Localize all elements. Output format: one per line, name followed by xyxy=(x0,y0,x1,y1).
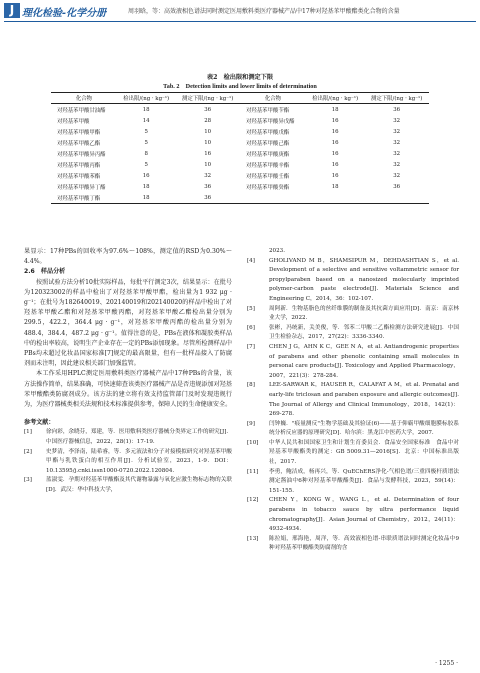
reference-item xyxy=(247,305,459,324)
table-row xyxy=(51,137,429,148)
table-row xyxy=(51,104,429,116)
reference-number: [2] xyxy=(24,448,32,455)
conclusion-paragraph: 本工作采用HPLC测定医用敷料类医疗器械产品中17种PBs的含量，该方法操作简单，结果准确，可快速筛查该类医疗器械产品是否违规添加对羟基苯甲酸酯类防腐剂成分。该方法的建立将有效支持监管部门及时发现违规行为，为医疗器械类相关法规和技术标准提供参考，保障人民的生命健康安全。 xyxy=(24,370,232,409)
reference-item xyxy=(24,448,232,477)
table-cell: 18 xyxy=(142,183,150,190)
reference-text: 陈拉娟，邢海艳，周洋，等．高效液相色谱-串联质谱法同时测定化妆品中9种对羟基苯甲酸酯类防腐剂的含 xyxy=(269,535,459,552)
table-cell: 32 xyxy=(393,128,401,135)
table-cell: 10 xyxy=(204,128,212,135)
table-cell xyxy=(364,192,429,204)
reference-number: [1] xyxy=(24,429,32,436)
table-cell: 32 xyxy=(393,161,401,168)
header-rule xyxy=(4,21,476,22)
table-cell: 16 xyxy=(204,150,212,157)
table-cell xyxy=(306,192,364,204)
table-cell: 18 xyxy=(117,192,175,204)
reference-continuation: 2023. xyxy=(269,248,286,254)
detection-limits-table xyxy=(51,92,429,204)
table-cell: 对羟基苯甲酸甲酯 xyxy=(57,129,101,136)
table-cell: 5 xyxy=(144,128,148,135)
table-header-cell: 测定下限/(ng · kg⁻¹) xyxy=(175,93,240,104)
table-cell: 16 xyxy=(331,128,339,135)
table-header-cell: 测定下限/(ng · kg⁻¹) xyxy=(364,93,429,104)
table-cell: 32 xyxy=(393,117,401,124)
page-header xyxy=(0,0,480,22)
left-text-column xyxy=(24,247,232,496)
reference-item xyxy=(24,428,232,447)
table-cell: 5 xyxy=(144,161,148,168)
table-cell: 32 xyxy=(393,150,401,157)
table-cell: 对羟基苯甲酸壬酯 xyxy=(245,173,290,180)
reference-text: 周阿新．生物基脂色的丝纤维膜的制备及其抗菌方面应用[D]．南京：南京林业大学，2022. xyxy=(269,305,459,322)
table-cell: 18 xyxy=(142,106,150,113)
reference-list-left xyxy=(24,428,232,495)
section-heading: 2.6 样品分析 xyxy=(24,268,66,276)
reference-item xyxy=(247,324,459,343)
table-row xyxy=(51,115,429,126)
reference-number: [5] xyxy=(247,305,255,312)
table-cell: 36 xyxy=(175,192,240,204)
right-text-column xyxy=(247,247,459,554)
table-header-cell: 化合物 xyxy=(51,93,117,104)
reference-text: 徐向彩，余晓芬，郑建，等．医用敷料类医疗器械分类界定工作的研究[J]．中国医疗器械信息，2022，28(1)：17-19. xyxy=(46,429,232,446)
table-row xyxy=(51,181,429,192)
table-cell: 36 xyxy=(204,183,212,190)
table-cell: 16 xyxy=(331,150,339,157)
reference-number: [4] xyxy=(247,257,255,264)
table-cell: 5 xyxy=(144,139,148,146)
table-cell: 对羟基苯甲酸异戊酯 xyxy=(245,118,295,125)
reference-number: [12] xyxy=(247,497,259,504)
reference-item xyxy=(247,257,459,305)
table-row xyxy=(51,126,429,137)
table-cell: 对羟基苯甲酸异丙酯 xyxy=(57,151,106,158)
results-paragraph: 果显示：17种PBs的回收率为97.6%～108%，测定值的RSD为0.30%～4.4%。 xyxy=(24,248,232,266)
table-caption-en: Tab. 2 Detection limits and lower limits of determination xyxy=(163,83,317,90)
page-number: · 1255 · xyxy=(435,660,458,667)
table-cell: 18 xyxy=(331,106,339,113)
reference-item xyxy=(247,420,459,439)
table-row xyxy=(51,148,429,159)
reference-text: 张彬，冯统新，关美俊，等．邻苯二甲酸二乙酯检测方法研究进展[J]．中国卫生检验杂志，2017，27(22)：3336-3340. xyxy=(269,324,459,341)
table-row xyxy=(51,192,429,204)
reference-number: [10] xyxy=(247,439,259,446)
sample-analysis-paragraph: 按照试验方法分析10批实际样品，每批平行测定3次，结果显示：在批号为120323002的样品中检出了对羟基苯甲酸甲酯，检出量为1 932 μg · g⁻¹；在批号为182640019、202140019和202140020的样品中检出了对羟基苯甲酸乙酯和对羟基苯甲酸丙酯，对羟基苯甲酸乙酯检出量分别为299.5，422.2，364.4 μg · g⁻¹，对羟基苯甲酸丙酯的检出量分别为488.4，384.4，487.2 μg · g⁻¹。值得注意的是，PBs在液体和凝胶类样品中的检出率较高，说明生产企业存在一定的PBs添加现象。尽管所检测样品中PBs均未超过化妆品国家标准[7]规定的最高限量，但有一批样品接入了防腐剂而未注明，因此建议相关部门加强监管。 xyxy=(24,278,232,368)
table-cell: 16 xyxy=(331,161,339,168)
table-cell: 14 xyxy=(142,117,150,124)
reference-item xyxy=(247,535,459,554)
reference-item xyxy=(24,476,232,495)
table-cell: 对羟基苯甲酸庚酯 xyxy=(245,151,290,158)
reference-item xyxy=(247,468,459,497)
table-cell: 36 xyxy=(393,106,401,113)
table-row xyxy=(51,159,429,170)
table-cell: 对羟基苯甲酸异丁酯 xyxy=(57,184,106,191)
table-cell: 对羟基苯甲酸癸酯 xyxy=(245,184,290,191)
table-cell: 10 xyxy=(204,139,212,146)
reference-number: [9] xyxy=(247,420,255,427)
table-cell: 对羟基苯甲酸戊酯 xyxy=(245,129,290,136)
reference-text: CHEN J G，AHN K C，GEE N A，et al. Antiandrogenic properties of parabens and other phenolic containing small molecules in personal care products[J]. Toxicology and Applied Pharmacology，2007，221(3)：278-284. xyxy=(269,343,459,379)
references-heading: 参考文献： xyxy=(24,419,55,427)
table-cell: 18 xyxy=(331,183,339,190)
table-cell: 对羟基苯甲酸丙酯 xyxy=(57,162,101,169)
table-header-row xyxy=(51,93,429,104)
table-cell: 16 xyxy=(142,172,150,179)
table-cell: 对羟基苯甲酸乙酯 xyxy=(57,140,101,147)
reference-list-right xyxy=(247,257,459,554)
table-cell: 8 xyxy=(144,150,148,157)
table-cell: 对羟基苯甲酸甘油酯 xyxy=(57,107,106,114)
table-cell: 32 xyxy=(204,172,212,179)
reference-number: [3] xyxy=(24,477,32,484)
reference-number: [6] xyxy=(247,324,255,331)
table-header-cell: 化合物 xyxy=(240,93,306,104)
table-header-cell: 检出限/(ng · kg⁻¹) xyxy=(306,93,364,104)
table-cell: 对羟基苯甲酸丁酯 xyxy=(51,192,117,204)
reference-text: 蓝淑雯．孕期对羟基苯甲酸酯及其代谢物暴露与氧化应激生物标志物的关联[D]．武汉：华中科技大学， xyxy=(46,477,232,494)
reference-number: [8] xyxy=(247,382,255,389)
table-cell: 16 xyxy=(331,117,339,124)
journal-name: 理化检验-化学分册 xyxy=(22,8,107,19)
table-cell: 对羟基苯甲酸辛酯 xyxy=(245,162,290,169)
reference-text: GHOLIVAND M B，SHAMSIPUR M，DEHDASHTIAN S，et al. Development of a selective and sensitive voltammetric sensor for propylparaben based on a nanosized molecularly imprinted polymer-carbon paste electrode[J]. Materials Science and Engineering C，2014，36：102-107. xyxy=(269,257,459,302)
running-title: 周羽晗，等：高效液相色谱法同时测定医用敷料类医疗器械产品中17种对羟基苯甲酸酯类化合物的含量 xyxy=(128,8,400,15)
table-cell: 对羟基苯甲酸苄酯 xyxy=(245,107,290,114)
reference-text: 史梦清，李泽南，陆希睿，等．多元液法和分子对接模拟研究对羟基苯甲酸甲酯与乳铁蛋白的相互作用[J]．分析试验室，2023，1-9．DOI：10.13595/j.cnki.issn1000-0720.2022.120804. xyxy=(46,448,232,474)
reference-item xyxy=(247,343,459,381)
table-cell: 16 xyxy=(331,139,339,146)
table-cell: 36 xyxy=(204,106,212,113)
reference-number: [11] xyxy=(247,468,259,475)
reference-text: 中华人民共和国国家卫生和计划生育委员会．食品安全国家标准 食品中对羟基苯甲酸酯类的测定：GB 5009.31—2016[S]．北京：中国标准出版社，2017. xyxy=(269,439,459,466)
reference-number: [7] xyxy=(247,343,255,350)
table-cell: 对羟基苯甲酸苯酯 xyxy=(57,173,101,180)
reference-text: 李勇，鲍洁成，杨再兴，等．QuEChERS净化-气相色谱/三重四极杆质谱法测定酱油中6种对羟基苯甲酸酯类[J]．食品与发酵科技，2023，59(14)：151-155. xyxy=(269,468,459,494)
table-cell: 10 xyxy=(204,161,212,168)
table-cell: 32 xyxy=(393,139,401,146)
table-cell: 16 xyxy=(331,172,339,179)
table-cell: 对羟基苯甲酸 xyxy=(57,118,90,125)
reference-text: LEE-SARWAR K，HAUSER R，CALAFAT A M，et al. Prenatal and early-life triclosan and paraben exposure and allergic outcomes[J]. The Journal of Allergy and Clinical Immunology，2018，142(1)：269-278. xyxy=(269,382,459,418)
reference-number: [13] xyxy=(247,535,259,542)
reference-text: 闫钟巍．"痕量测反"生物学基础及其验证(6)——基于仰霸甲酸细胞膜标胶系统分析反应器的原理研究[D]．哈尔滨：黑龙江中医药大学，2007. xyxy=(269,420,459,437)
reference-text: CHEN Y，KONG W，WANG L，et al. Determination of four parabens in tobacco sauce by ultra performance liquid chromatography[J]．Asian Journal of Chemistry，2012，24(11)：4932-4934. xyxy=(269,497,459,533)
reference-item xyxy=(247,381,459,419)
journal-logo: J xyxy=(4,3,20,18)
reference-item xyxy=(247,439,459,468)
table-header-cell: 检出限/(ng · kg⁻¹) xyxy=(117,93,175,104)
table-cell xyxy=(240,192,306,204)
table-cell: 32 xyxy=(393,172,401,179)
table-row xyxy=(51,170,429,181)
table-cell: 36 xyxy=(393,183,401,190)
table-caption-cn: 表2 检出限和测定下限 xyxy=(206,74,274,81)
reference-item xyxy=(247,496,459,534)
table-cell: 对羟基苯甲酸己酯 xyxy=(245,140,290,147)
table-cell: 28 xyxy=(204,117,212,124)
